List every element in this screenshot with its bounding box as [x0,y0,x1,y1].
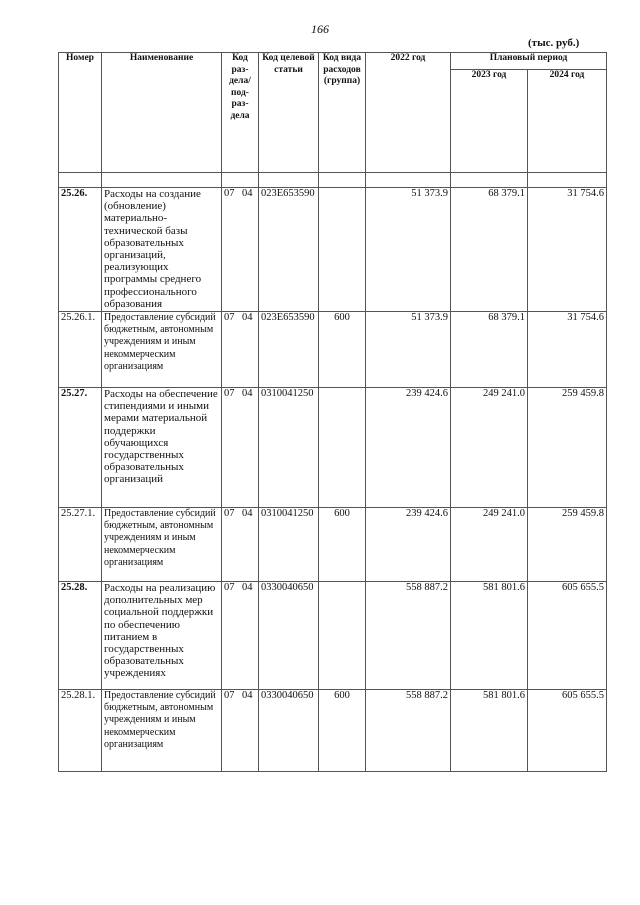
subsection-code: 04 [242,582,253,593]
row-type-code [319,188,366,312]
table-row [59,690,607,772]
row-value-2023: 249 241.0 [451,508,528,582]
row-value-2024: 605 655.5 [528,690,607,772]
row-value-2022: 558 887.2 [366,582,451,690]
row-type-code [319,388,366,508]
row-section-code [222,690,259,772]
row-target-code: 0310041250 [259,508,319,582]
row-type-code [319,582,366,690]
subsection-code: 04 [242,388,253,399]
header-number: Номер [59,53,102,173]
row-name: Предоставление субсидий бюджетным, автономным учреждениям и иным некоммерческим организациям [102,312,222,388]
header-target-code: Код целевой статьи [259,53,319,173]
table-row [59,388,607,508]
row-value-2022: 239 424.6 [366,388,451,508]
row-name: Предоставление субсидий бюджетным, автономным учреждениям и иным некоммерческим организациям [102,508,222,582]
table-row [59,312,607,388]
row-value-2022: 51 373.9 [366,188,451,312]
subsection-code: 04 [242,508,253,519]
subsection-code: 04 [242,312,253,323]
row-name: Расходы на реализацию дополнительных мер социальной поддержки по обеспечению питанием в государственных образовательных учреждениях [102,582,222,690]
row-name: Предоставление субсидий бюджетным, автономным учреждениям и иным некоммерческим организациям [102,690,222,772]
row-name: Расходы на обеспечение стипендиями и иными мерами материальной поддержки обучающихся государственных образовательных организаций [102,388,222,508]
spacer-row [59,173,607,188]
section-code: 07 [224,312,235,323]
table-body [59,173,607,772]
row-target-code: 023Е653590 [259,188,319,312]
row-value-2024: 31 754.6 [528,312,607,388]
row-value-2023: 581 801.6 [451,690,528,772]
row-value-2023: 249 241.0 [451,388,528,508]
row-section-code [222,312,259,388]
row-number: 25.26. [59,188,102,312]
section-code: 07 [224,188,235,199]
subsection-code: 04 [242,690,253,701]
header-section-code: Код раз- дела/ под- раз- дела [222,53,259,173]
table-header [59,53,607,173]
row-type-code: 600 [319,690,366,772]
row-value-2023: 68 379.1 [451,312,528,388]
row-target-code: 0330040650 [259,582,319,690]
row-section-code [222,188,259,312]
row-name: Расходы на создание (обновление) материально-технической базы образовательных организаций, реализующих программы среднего профессионального образования [102,188,222,312]
units-label: (тыс. руб.) [528,37,580,49]
table-row [59,188,607,312]
row-value-2023: 68 379.1 [451,188,528,312]
row-number: 25.27. [59,388,102,508]
row-value-2022: 239 424.6 [366,508,451,582]
page-number: 166 [311,22,329,36]
row-number: 25.28. [59,582,102,690]
row-target-code: 023Е653590 [259,312,319,388]
table-row [59,582,607,690]
header-year-2022: 2022 год [366,53,451,173]
row-value-2024: 605 655.5 [528,582,607,690]
row-value-2022: 558 887.2 [366,690,451,772]
row-value-2024: 31 754.6 [528,188,607,312]
row-section-code [222,388,259,508]
table-row [59,508,607,582]
row-number: 25.27.1. [59,508,102,582]
row-value-2024: 259 459.8 [528,388,607,508]
row-section-code [222,582,259,690]
row-number: 25.26.1. [59,312,102,388]
budget-table [58,52,607,772]
subsection-code: 04 [242,188,253,199]
row-target-code: 0310041250 [259,388,319,508]
row-number: 25.28.1. [59,690,102,772]
header-expense-type-code: Код вида расходов (группа) [319,53,366,173]
header-name: Наименование [102,53,222,173]
header-year-2024: 2024 год [528,70,607,173]
row-value-2022: 51 373.9 [366,312,451,388]
row-section-code [222,508,259,582]
section-code: 07 [224,508,235,519]
section-code: 07 [224,582,235,593]
section-code: 07 [224,388,235,399]
row-target-code: 0330040650 [259,690,319,772]
row-type-code: 600 [319,508,366,582]
header-planning-period: Плановый период [451,53,607,70]
section-code: 07 [224,690,235,701]
header-year-2023: 2023 год [451,70,528,173]
row-type-code: 600 [319,312,366,388]
row-value-2024: 259 459.8 [528,508,607,582]
row-value-2023: 581 801.6 [451,582,528,690]
